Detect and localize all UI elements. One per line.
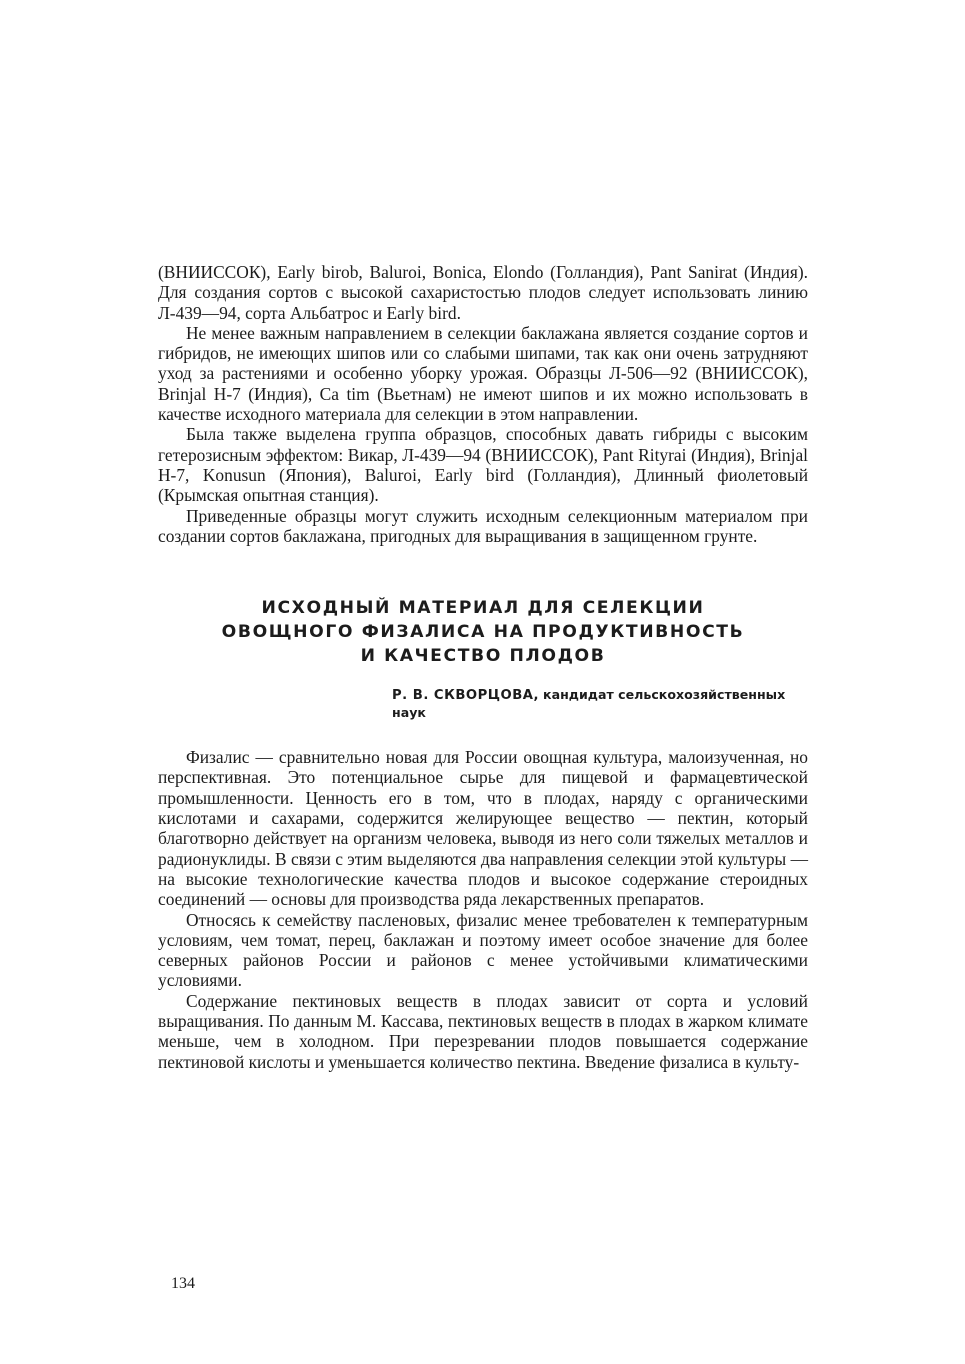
body-paragraph: Приведенные образцы могут служить исходным селекционным материалом при создании сортов баклажана, пригодных для выращивания в защищенном грунте. (158, 505, 808, 546)
body-paragraph: Относясь к семейству пасленовых, физалис менее требователен к температурным условиям, чем томат, перец, баклажан и поэтому имеет особое значение для более северных районов России и районов с менее устойчивыми климатическими условиями. (158, 909, 808, 991)
author-title: кандидат сельскохозяйственных наук (392, 687, 786, 721)
author-byline (392, 686, 808, 721)
body-paragraph: Физалис — сравнительно новая для России овощная культура, малоизученная, но перспективная. Это потенциальное сырье для пищевой и фармацевтической промышленности. Ценность его в том, что в плодах, наряду с органическими кислотами и сахарами, содержится желирующее вещество — пектин, который благотворно действует на организм человека, выводя из него соли тяжелых металлов и радионуклиды. В связи с этим выделяются два направления селекции этой культуры — на высокие технологические качества плодов и высокое содержание стероидных соединений — основы для производства ряда лекарственных препаратов. (158, 747, 808, 910)
page-body (158, 262, 808, 1072)
page-number: 134 (171, 1275, 195, 1292)
article-title-line: ИСХОДНЫЙ МАТЕРИАЛ ДЛЯ СЕЛЕКЦИИ (261, 598, 705, 619)
body-paragraph: Не менее важным направлением в селекции баклажана является создание сортов и гибридов, не имеющих шипов или со слабыми шипами, так как они очень затрудняют уход за растениями и особенно уборку урожая. Образцы Л-506—92 (ВНИИССОК), Brinjal H-7 (Индия), Ca tim (Вьетнам) не имеют шипов и их можно использовать в качестве исходного материала для селекции в этом направлении. (158, 322, 808, 425)
author-name: Р. В. СКВОРЦОВА, (392, 688, 540, 704)
article-title (158, 596, 808, 668)
body-paragraph: Была также выделена группа образцов, способных давать гибриды с высоким гетерозисным эффектом: Викар, Л-439—94 (ВНИИССОК), Pant Rityrai (Индия), Brinjal H-7, Konusun (Япония), Baluroi, Early bird (Голландия), Длинный фиолетовый (Крымская опытная станция). (158, 424, 808, 506)
body-paragraph: Содержание пектиновых веществ в плодах зависит от сорта и условий выращивания. По данным М. Кассава, пектиновых веществ в плодах в жарком климате меньше, чем в холодном. При перезревании плодов повышается содержание пектиновой кислоты и уменьшается количество пектина. Введение физалиса в культу- (158, 990, 808, 1072)
body-paragraph: (ВНИИССОК), Early birob, Baluroi, Bonica, Elondo (Голландия), Pant Sanirat (Индия). Для создания сортов с высокой сахаристостью плодов следует использовать линию Л-439—94, сорта Альбатрос и Early bird. (158, 262, 808, 323)
article-title-line: И КАЧЕСТВО ПЛОДОВ (360, 646, 606, 667)
article-title-line: ОВОЩНОГО ФИЗАЛИСА НА ПРОДУКТИВНОСТЬ (221, 622, 745, 643)
